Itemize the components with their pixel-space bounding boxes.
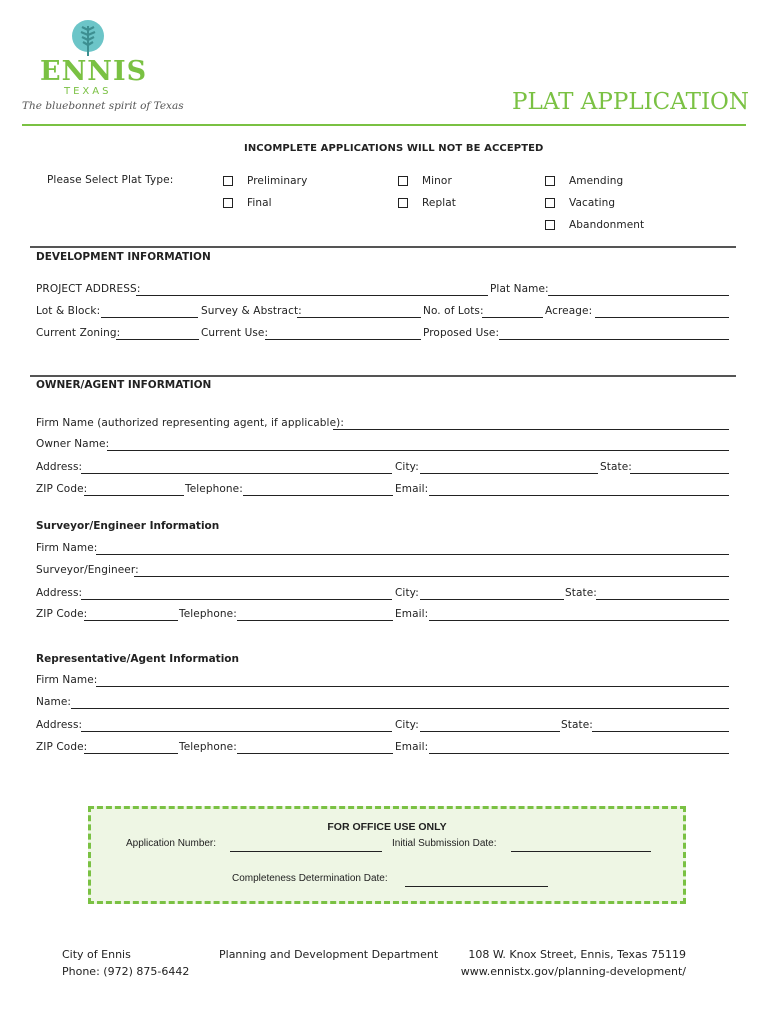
owner-state-label: State: (600, 461, 632, 473)
owner-city-label: City: (395, 461, 419, 473)
header-rule (22, 124, 746, 126)
checkbox-minor[interactable] (398, 176, 408, 186)
plat-name-field[interactable] (548, 295, 729, 296)
lot-block-label: Lot & Block: (36, 305, 101, 317)
current-use-label: Current Use: (201, 327, 269, 339)
footer-address: 108 W. Knox Street, Ennis, Texas 75119 (468, 948, 686, 961)
surveyor-address-label: Address: (36, 587, 83, 599)
surveyor-engineer-field[interactable] (134, 576, 729, 577)
option-label-replat: Replat (422, 197, 457, 209)
logo-state-name: TEXAS (64, 86, 112, 97)
surveyor-zip-field[interactable] (84, 620, 178, 621)
owner-zip-field[interactable] (84, 495, 184, 496)
owner-firm-label: Firm Name (authorized representing agent, if applicable): (36, 417, 344, 429)
surveyor-city-field[interactable] (420, 599, 564, 600)
section-divider (30, 375, 736, 377)
footer-city: City of Ennis (62, 948, 131, 961)
no-lots-label: No. of Lots: (423, 305, 484, 317)
plat-name-label: Plat Name: (490, 283, 549, 295)
surveyor-email-field[interactable] (429, 620, 729, 621)
rep-state-field[interactable] (592, 731, 729, 732)
rep-firm-label: Firm Name: (36, 674, 98, 686)
option-label-preliminary: Preliminary (247, 175, 308, 187)
surveyor-email-label: Email: (395, 608, 429, 620)
rep-zip-label: ZIP Code: (36, 741, 88, 753)
initial-submission-field[interactable] (511, 851, 651, 852)
owner-state-field[interactable] (630, 473, 729, 474)
rep-city-field[interactable] (420, 731, 560, 732)
surveyor-state-field[interactable] (596, 599, 729, 600)
option-label-final: Final (247, 197, 272, 209)
footer-department: Planning and Development Department (219, 948, 439, 961)
rep-firm-field[interactable] (96, 686, 729, 687)
surveyor-firm-label: Firm Name: (36, 542, 98, 554)
rep-zip-field[interactable] (84, 753, 178, 754)
owner-address-label: Address: (36, 461, 83, 473)
owner-zip-label: ZIP Code: (36, 483, 88, 495)
plat-type-prompt: Please Select Plat Type: (47, 174, 174, 186)
completeness-field[interactable] (405, 886, 548, 887)
proposed-use-label: Proposed Use: (423, 327, 500, 339)
representative-heading: Representative/Agent Information (36, 653, 239, 665)
application-number-label: Application Number: (126, 838, 217, 849)
rep-email-label: Email: (395, 741, 429, 753)
office-use-box (88, 806, 686, 904)
rep-name-label: Name: (36, 696, 72, 708)
no-lots-field[interactable] (482, 317, 543, 318)
current-use-field[interactable] (265, 339, 421, 340)
office-use-heading: FOR OFFICE USE ONLY (327, 821, 447, 833)
checkbox-vacating[interactable] (545, 198, 555, 208)
owner-address-field[interactable] (81, 473, 392, 474)
completeness-label: Completeness Determination Date: (232, 873, 388, 884)
footer-address-block (440, 946, 686, 980)
development-heading: DEVELOPMENT INFORMATION (36, 251, 211, 263)
rep-email-field[interactable] (429, 753, 729, 754)
owner-firm-field[interactable] (333, 429, 729, 430)
proposed-use-field[interactable] (499, 339, 729, 340)
application-number-field[interactable] (230, 851, 382, 852)
surveyor-firm-field[interactable] (96, 554, 729, 555)
rep-address-field[interactable] (81, 731, 392, 732)
rep-telephone-label: Telephone: (179, 741, 237, 753)
acreage-field[interactable] (595, 317, 729, 318)
rep-name-field[interactable] (71, 708, 729, 709)
survey-abstract-label: Survey & Abstract: (201, 305, 302, 317)
rep-state-label: State: (561, 719, 593, 731)
footer-phone: Phone: (972) 875-6442 (62, 965, 190, 978)
owner-email-label: Email: (395, 483, 429, 495)
current-zoning-label: Current Zoning: (36, 327, 121, 339)
owner-heading: OWNER/AGENT INFORMATION (36, 379, 212, 391)
lot-block-field[interactable] (101, 317, 198, 318)
surveyor-address-field[interactable] (81, 599, 392, 600)
current-zoning-field[interactable] (116, 339, 199, 340)
project-address-field[interactable] (136, 295, 488, 296)
owner-email-field[interactable] (429, 495, 729, 496)
surveyor-telephone-field[interactable] (237, 620, 393, 621)
acreage-label: Acreage: (545, 305, 593, 317)
logo-city-name: ENNIS (40, 56, 148, 87)
city-logo (22, 20, 184, 120)
surveyor-city-label: City: (395, 587, 419, 599)
project-address-label: PROJECT ADDRESS: (36, 283, 141, 295)
owner-telephone-label: Telephone: (185, 483, 243, 495)
footer-contact (62, 946, 189, 980)
option-label-vacating: Vacating (569, 197, 616, 209)
surveyor-engineer-label: Surveyor/Engineer: (36, 564, 139, 576)
initial-submission-label: Initial Submission Date: (392, 838, 497, 849)
checkbox-final[interactable] (223, 198, 233, 208)
section-divider (30, 246, 736, 248)
option-label-abandonment: Abandonment (569, 219, 645, 231)
checkbox-preliminary[interactable] (223, 176, 233, 186)
surveyor-telephone-label: Telephone: (179, 608, 237, 620)
option-label-minor: Minor (422, 175, 452, 187)
checkbox-amending[interactable] (545, 176, 555, 186)
checkbox-abandonment[interactable] (545, 220, 555, 230)
owner-city-field[interactable] (420, 473, 598, 474)
owner-name-field[interactable] (107, 450, 729, 451)
page-title: PLAT APPLICATION (512, 89, 750, 115)
rep-address-label: Address: (36, 719, 83, 731)
footer-website-link[interactable]: www.ennistx.gov/planning-development/ (460, 965, 686, 978)
checkbox-replat[interactable] (398, 198, 408, 208)
owner-telephone-field[interactable] (243, 495, 393, 496)
surveyor-zip-label: ZIP Code: (36, 608, 88, 620)
owner-name-label: Owner Name: (36, 438, 110, 450)
rep-city-label: City: (395, 719, 419, 731)
logo-tagline: The bluebonnet spirit of Texas (22, 100, 184, 112)
incomplete-notice: INCOMPLETE APPLICATIONS WILL NOT BE ACCEPTED (244, 143, 544, 154)
bluebonnet-icon (72, 20, 104, 58)
option-label-amending: Amending (569, 175, 624, 187)
surveyor-heading: Surveyor/Engineer Information (36, 520, 220, 532)
rep-telephone-field[interactable] (237, 753, 393, 754)
surveyor-state-label: State: (565, 587, 597, 599)
survey-abstract-field[interactable] (297, 317, 421, 318)
